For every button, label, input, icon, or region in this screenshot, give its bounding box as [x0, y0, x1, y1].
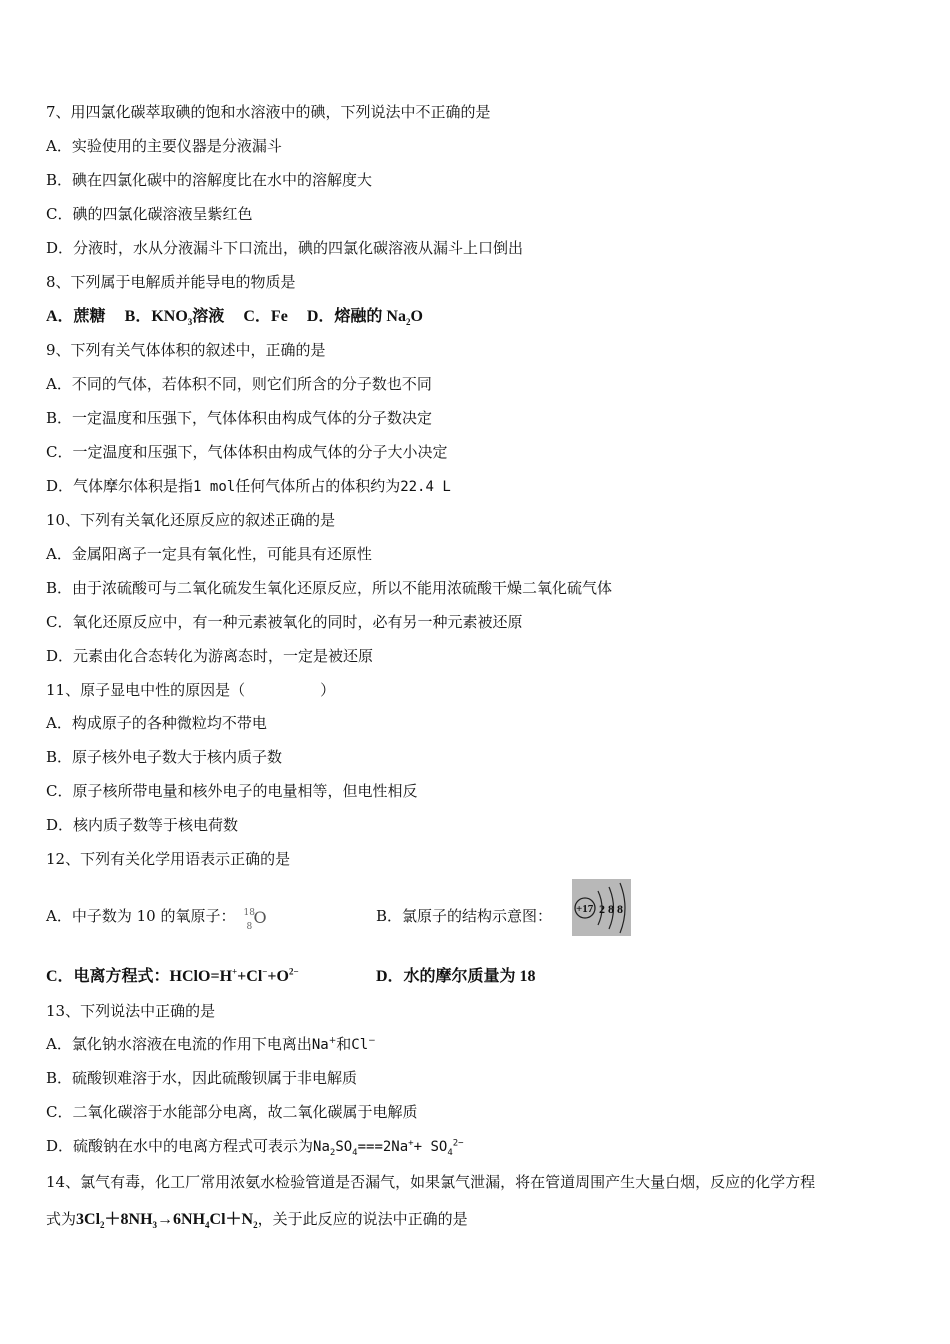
q7-stem: 7、用四氯化碳萃取碘的饱和水溶液中的碘，下列说法中不正确的是: [46, 103, 491, 121]
q14-eq2s: 3: [152, 1220, 158, 1231]
q13-a-sup1: +: [328, 1036, 337, 1046]
q7-option-d: D．分液时，水从分液漏斗下口流出，碘的四氯化碳溶液从漏斗上口倒出: [46, 239, 524, 257]
q11-option-c: C．原子核所带电量和核外电子的电量相等，但电性相反: [46, 782, 418, 800]
q12-stem: 12、下列有关化学用语表示正确的是: [46, 850, 291, 868]
q8-b-sub: 3: [187, 317, 193, 328]
q8-stem: 8、下列属于电解质并能导电的物质是: [46, 273, 296, 291]
q12-c-sup1: +: [232, 966, 238, 977]
q14-line2: [46, 1209, 468, 1230]
q9-d-unit: 1 mol: [193, 479, 236, 495]
q8-b-post: 溶液: [192, 308, 225, 325]
isotope-atomic-number: 8: [246, 922, 253, 932]
q9-d-mid: 任何气体所占的体积约为: [235, 477, 401, 495]
q14-eq3: →6NH: [157, 1211, 206, 1228]
q13-d-s1: 2: [329, 1147, 336, 1158]
q13-a-pre: A．氯化钠水溶液在电流的作用下电离出: [46, 1035, 312, 1053]
q9-option-c: C．一定温度和压强下，气体体积由构成气体的分子大小决定: [46, 443, 448, 461]
q8-option-d: [306, 308, 423, 328]
q11-option-d: D．核内质子数等于核电荷数: [46, 816, 239, 834]
q13-a-na: Na: [311, 1037, 329, 1053]
q13-d-p1: +: [408, 1138, 414, 1149]
q13-option-d: [46, 1136, 464, 1157]
q13-option-a: [46, 1034, 376, 1055]
q9-option-a: A．不同的气体，若体积不同，则它们所含的分子数也不同: [46, 375, 432, 393]
q12-option-b: B．氯原子的结构示意图：: [376, 907, 553, 925]
q12-a-text: A．中子数为 10 的氧原子：: [46, 907, 236, 925]
q10-option-a: A．金属阳离子一定具有氧化性，可能具有还原性: [46, 545, 372, 563]
q8-d-pre: D．熔融的 Na: [306, 308, 406, 325]
q9-option-d: [46, 476, 451, 497]
q8-options: [46, 306, 423, 327]
q14-eq4s: 2: [253, 1220, 258, 1231]
q13-option-c: C．二氧化碳溶于水能部分电离，故二氧化碳属于电解质: [46, 1103, 418, 1121]
q13-d-formula: [313, 1138, 464, 1158]
q13-a-cl: Cl: [351, 1037, 369, 1053]
q13-stem: 13、下列说法中正确的是: [46, 1002, 216, 1020]
q8-option-c: C．Fe: [243, 308, 288, 325]
q9-option-b: B．一定温度和压强下，气体体积由构成气体的分子数决定: [46, 409, 433, 427]
q12-c-sup2: −: [262, 966, 268, 977]
q13-d-f2: SO: [335, 1139, 353, 1155]
q11-option-b: B．原子核外电子数大于核内质子数: [46, 748, 283, 766]
q10-option-c: C．氧化还原反应中，有一种元素被氧化的同时，必有另一种元素被还原: [46, 613, 523, 631]
q8-d-post: O: [410, 308, 423, 325]
q11-option-a: A．构成原子的各种微粒均不带电: [46, 714, 267, 732]
q13-d-f4: + SO: [413, 1139, 448, 1155]
q8-d-sub: 2: [406, 317, 411, 328]
q13-option-b: B．硫酸钡难溶于水，因此硫酸钡属于非电解质: [46, 1069, 358, 1087]
q10-option-d: D．元素由化合态转化为游离态时，一定是被还原: [46, 647, 374, 665]
q10-option-b: B．由于浓硫酸可与二氧化硫发生氧化还原反应，所以不能用浓硫酸干燥二氧化硫气体: [46, 579, 613, 597]
q12-option-c: [46, 966, 299, 987]
q7-option-a: A．实验使用的主要仪器是分液漏斗: [46, 137, 282, 155]
q14-eq4: Cl＋N: [209, 1211, 254, 1228]
electron-shells: 2 8 8: [599, 902, 623, 916]
q12-c-pre: C．电离方程式：HClO=H: [46, 968, 233, 985]
q9-stem: 9、下列有关气体体积的叙述中，正确的是: [46, 341, 326, 359]
q7-option-c: C．碘的四氯化碳溶液呈紫红色: [46, 205, 253, 223]
q14-line2-post: ，关于此反应的说法中正确的是: [257, 1210, 468, 1228]
q14-stem: 14、氯气有毒，化工厂常用浓氨水检验管道是否漏气，如果氯气泄漏，将在管道周围产生大量白烟，反应的化学方程: [46, 1173, 816, 1191]
q14-eq1s: 2: [100, 1220, 105, 1231]
q13-a-and: 和: [336, 1035, 352, 1053]
q9-d-val: 22.4 L: [400, 479, 451, 495]
q11-stem: 11、原子显电中性的原因是（ ）: [46, 681, 336, 699]
q12-c-mid: +Cl: [237, 968, 263, 985]
q14-eq1: 3Cl: [76, 1211, 101, 1228]
q13-d-f3: ===2Na: [357, 1139, 409, 1155]
q13-a-sup2: −: [368, 1036, 376, 1046]
q13-d-s3: 4: [447, 1147, 453, 1158]
q8-option-b: [124, 308, 225, 328]
chlorine-atom-structure-diagram: [572, 879, 631, 936]
q14-line2-pre: 式为: [46, 1210, 77, 1228]
atom-diagram-svg: [572, 879, 631, 936]
q13-d-f1: Na: [313, 1139, 330, 1155]
q12-option-d: [376, 966, 536, 987]
q12-option-a: [46, 906, 269, 932]
q12-c-sup3: 2−: [288, 966, 299, 977]
q13-d-pre: D．硫酸钠在水中的电离方程式可表示为: [46, 1137, 314, 1155]
q13-d-s2: 4: [352, 1147, 358, 1158]
q14-eq2: ＋8NH: [104, 1211, 153, 1228]
isotope-mass-number: 18: [243, 908, 255, 918]
q13-d-p2: 2−: [452, 1138, 464, 1149]
q10-stem: 10、下列有关氧化还原反应的叙述正确的是: [46, 511, 336, 529]
q8-b-pre: B．KNO: [124, 308, 188, 325]
q9-d-pre: D．气体摩尔体积是指: [46, 477, 194, 495]
q12-d-text: D．水的摩尔质量为 18: [376, 968, 536, 985]
q7-option-b: B．碘在四氯化碳中的溶解度比在水中的溶解度大: [46, 171, 373, 189]
q12-c-text: [46, 968, 299, 985]
q8-option-a: A．蔗糖: [46, 308, 106, 325]
isotope-element: O: [253, 908, 267, 927]
q14-equation: [76, 1211, 258, 1231]
q12-c-mid2: +O: [267, 968, 289, 985]
q14-eq3s: 4: [205, 1220, 210, 1231]
nucleus-charge: +17: [576, 903, 594, 915]
oxygen-isotope-symbol: [243, 907, 269, 932]
